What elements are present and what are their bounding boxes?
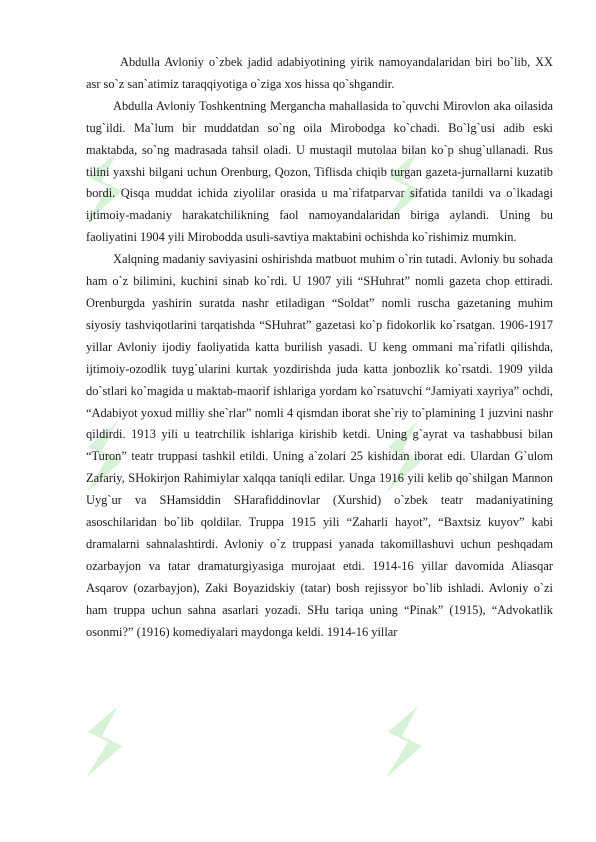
paragraph-biography: Abdulla Avloniy Toshkentning Mergancha mahallasida to`quvchi Mirovlon aka oilasida tug`ildi. Ma`lum bir muddatdan so`ng oila Mirobodga ko`chadi. Bo`lg`usi adib eski maktabda, so`ng madrasada tahsil oladi. U mustaqil mutolaa bilan ko`p shug`ullanadi. Rus tilini yaxshi bilgani uchun Orenburg, Qozon, Tiflisda chiqib turgan gazeta-jurnallarni kuzatib bordi. Qisqa muddat ichida ziyolilar orasida u ma`rifatparvar sifatida tanildi va o`lkadagi ijtimoiy-madaniy harakatchilikning faol namoyandalaridan biriga aylandi. Uning bu faoliyatini 1904 yili Mirobodda usuli-savtiya maktabini ochishda ko`rishimiz mumkin. [86,98,553,245]
document-body [86,52,553,643]
watermark-logo-icon [78,700,132,784]
watermark-logo-icon [378,700,432,784]
paragraph-press-theatre: Xalqning madaniy saviyasini oshirishda matbuot muhim o`rin tutadi. Avloniy bu sohada ham o`z bilimini, kuchini sinab ko`rdi. U 1907 yili “SHuhrat” nomli gazeta chop ettiradi. Orenburgda yashirin suratda nashr etiladigan “Soldat” nomli ruscha gazetaning muhim siyosiy tashviqotlarini tarqatishda “SHuhrat” gazetasi ko`p fidokorlik ko`rsatgan. 1906-1917 yillar Avloniy ijodiy faoliyatida katta burilish yasadi. U keng ommani ma`rifatli qilishda, ijtimoiy-ozodlik tuyg`ularini kurtak yozdirishda juda katta jonbozlik ko`rsatdi. 1909 yilda do`stlari ko`magida u maktab-maorif ishlariga yordam ko`rsatuvchi “Jamiyati xayriya” ochdi, “Adabiyot yoxud milliy she`rlar” nomli 4 qismdan iborat she`riy to`plamining 1 juzvini nashr qildirdi. 1913 yili u teatrchilik ishlariga kirishib ketdi. Uning g`ayrat va tashabbusi bilan “Turon” teatr truppasi tashkil etildi. Uning a`zolari 25 kishidan iborat edi. Ulardan G`ulom Zafariy, SHokirjon Rahimiylar xalqqa taniqli edilar. Unga 1916 yili kelib qo`shilgan Mannon Uyg`ur va SHamsiddin SHarafiddinovlar (Xurshid) o`zbek teatr madaniyatining asoschilaridan bo`lib qoldilar. Truppa 1915 yili “Zaharli hayot”, “Baxtsiz kuyov” kabi dramalarni sahnalashtirdi. Avloniy o`z truppasi yanada takomillashuvi uchun peshqadam ozarbayjon va tatar dramaturgiyasiga murojaat etdi. 1914-16 yillar davomida Aliasqar Asqarov (ozarbayjon), Zaki Boyazidskiy (tatar) bosh rejissyor bo`lib ishladi. Avloniy o`zi ham truppa uchun sahna asarlari yozadi. SHu tariqa uning “Pinak” (1915), “Advokatlik osonmi?” (1916) komediyalari maydonga keldi. 1914-16 yillar [86,252,553,639]
paragraph-intro: Abdulla Avloniy o`zbek jadid adabiyotining yirik namoyandalaridan biri bo`lib, XX asr so`z san`atimiz taraqqiyotiga o`ziga xos hissa qo`shgandir. [86,55,553,91]
